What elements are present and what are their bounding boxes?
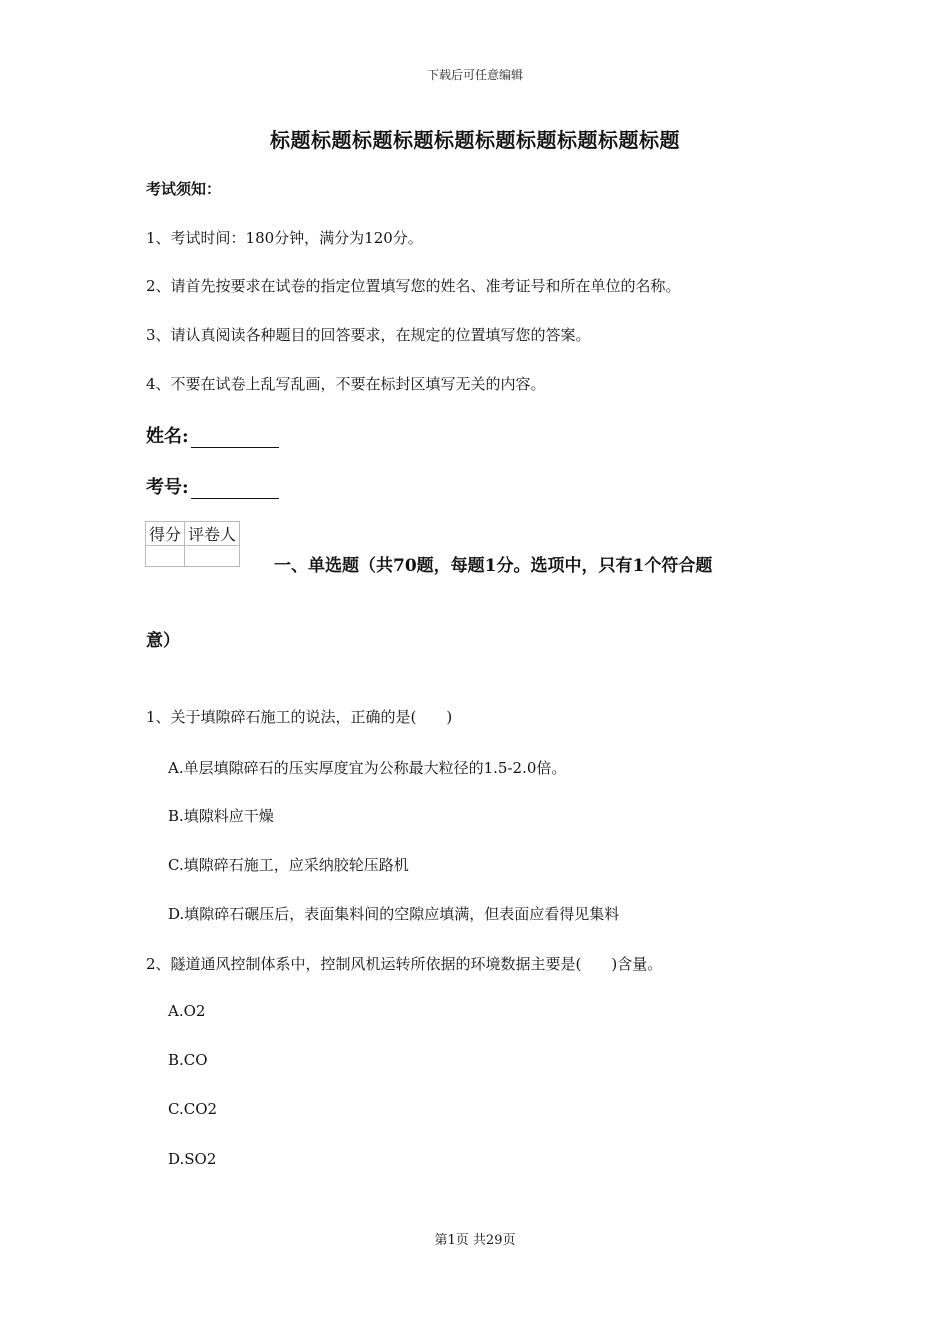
- id-input-line[interactable]: [191, 478, 279, 499]
- question-option: D.SO2: [168, 1150, 217, 1168]
- section-title: 一、单选题（共70题，每题1分。选项中，只有1个符合题: [274, 556, 713, 576]
- name-label: 姓名:: [146, 426, 189, 447]
- score-table: [145, 521, 240, 567]
- id-field: [146, 473, 279, 499]
- page-footer: 第1页 共29页: [434, 1233, 516, 1248]
- score-header: 得分: [146, 522, 185, 546]
- notice-item: 3、请认真阅读各种题目的回答要求，在规定的位置填写您的答案。: [146, 326, 591, 344]
- question-stem: 1、关于填隙碎石施工的说法，正确的是( ): [146, 708, 453, 726]
- header-note: 下载后可任意编辑: [426, 68, 523, 82]
- score-cell[interactable]: [146, 546, 185, 567]
- question-stem: 2、隧道通风控制体系中，控制风机运转所依据的环境数据主要是( )含量。: [146, 955, 663, 973]
- grader-header: 评卷人: [185, 522, 240, 546]
- name-input-line[interactable]: [191, 427, 279, 448]
- question-option: B.填隙料应干燥: [168, 807, 274, 825]
- question-option: D.填隙碎石碾压后，表面集料间的空隙应填满，但表面应看得见集料: [168, 905, 620, 923]
- section-title-continued: 意）: [146, 631, 180, 651]
- question-option: C.CO2: [168, 1100, 218, 1118]
- name-field: [146, 422, 279, 448]
- question-option: A.O2: [168, 1002, 206, 1020]
- question-option: C.填隙碎石施工，应采纳胶轮压路机: [168, 856, 409, 874]
- notice-item: 4、不要在试卷上乱写乱画，不要在标封区填写无关的内容。: [146, 375, 546, 393]
- notice-item: 2、请首先按要求在试卷的指定位置填写您的姓名、准考证号和所在单位的名称。: [146, 277, 681, 295]
- notice-heading: 考试须知：: [146, 180, 222, 198]
- notice-item: 1、考试时间：180分钟，满分为120分。: [146, 229, 423, 247]
- question-option: B.CO: [168, 1051, 208, 1069]
- document-title: 标题标题标题标题标题标题标题标题标题标题: [270, 128, 680, 152]
- grader-cell[interactable]: [185, 546, 240, 567]
- question-option: A.单层填隙碎石的压实厚度宜为公称最大粒径的1.5-2.0倍。: [168, 759, 567, 777]
- id-label: 考号:: [146, 477, 189, 498]
